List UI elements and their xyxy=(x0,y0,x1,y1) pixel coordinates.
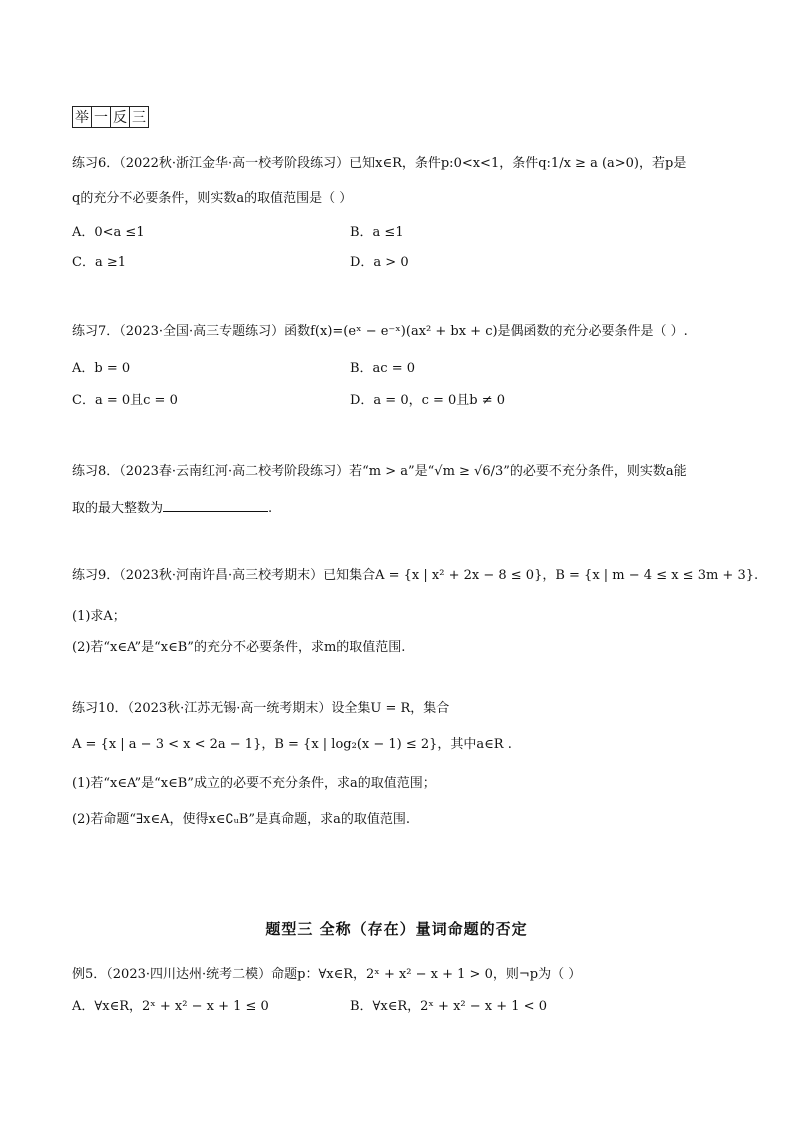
q6-option-a: A．0<a ≤1 xyxy=(72,225,145,240)
tag-char: 反 xyxy=(110,106,130,128)
q6-stem-line2: q的充分不必要条件，则实数a的取值范围是（ ） xyxy=(72,191,353,206)
q9-part2: (2)若“x∈A”是“x∈B”的充分不必要条件，求m的取值范围. xyxy=(72,640,406,655)
q7-option-a: A．b = 0 xyxy=(72,361,131,376)
q6-option-c: C．a ≥1 xyxy=(72,255,126,270)
q10-stem-line2: A = {x | a − 3 < x < 2a − 1}，B = {x | log₂(x − 1) ≤ 2}，其中a∈R . xyxy=(72,737,512,752)
ex5-option-a: A．∀x∈R，2ˣ + x² − x + 1 ≤ 0 xyxy=(72,999,269,1014)
q7-stem: 练习7．（2023·全国·高三专题练习）函数f(x)=(eˣ − e⁻ˣ)(ax² + bx + c)是偶函数的充分必要条件是（ ）. xyxy=(72,324,688,339)
q8-line2-text: 取的最大整数为 xyxy=(72,501,164,516)
answer-blank xyxy=(163,499,268,512)
section-title: 题型三 全称（存在）量词命题的否定 xyxy=(265,920,528,938)
q8-stem-line1: 练习8．（2023春·云南红河·高二校考阶段练习）若“m > a”是“√m ≥ √6/3”的必要不充分条件，则实数a能 xyxy=(72,464,687,479)
tag-char: 举 xyxy=(72,106,92,128)
q9-stem: 练习9．（2023秋·河南许昌·高三校考期末）已知集合A = {x | x² + 2x − 8 ≤ 0}，B = {x | m − 4 ≤ x ≤ 3m + 3}. xyxy=(72,568,759,583)
q7-option-c: C．a = 0且c = 0 xyxy=(72,393,178,408)
q7-option-b: B．ac = 0 xyxy=(350,361,416,376)
q10-part1: (1)若“x∈A”是“x∈B”成立的必要不充分条件，求a的取值范围； xyxy=(72,776,436,791)
tag-char: 一 xyxy=(91,106,111,128)
q6-option-b: B．a ≤1 xyxy=(350,225,404,240)
q8-stem-line2 xyxy=(72,497,272,516)
section-tag xyxy=(72,106,148,128)
tag-char: 三 xyxy=(129,106,149,128)
q6-stem-line1: 练习6．（2022秋·浙江金华·高一校考阶段练习）已知x∈R，条件p:0<x<1，条件q:1/x ≥ a (a>0)，若p是 xyxy=(72,156,687,171)
q10-stem-line1: 练习10．（2023秋·江苏无锡·高一统考期末）设全集U = R，集合 xyxy=(72,701,450,716)
q7-option-d: D．a = 0，c = 0且b ≠ 0 xyxy=(350,393,506,408)
q6-option-d: D．a > 0 xyxy=(350,255,409,270)
ex5-option-b: B．∀x∈R，2ˣ + x² − x + 1 < 0 xyxy=(350,999,547,1014)
q8-line2-end: . xyxy=(268,501,273,516)
q9-part1: (1)求A； xyxy=(72,609,126,624)
q10-part2: (2)若命题“∃x∈A，使得x∈∁ᵤB”是真命题，求a的取值范围. xyxy=(72,812,410,827)
ex5-stem: 例5．（2023·四川达州·统考二模）命题p：∀x∈R，2ˣ + x² − x + 1 > 0，则¬p为（ ） xyxy=(72,967,582,982)
